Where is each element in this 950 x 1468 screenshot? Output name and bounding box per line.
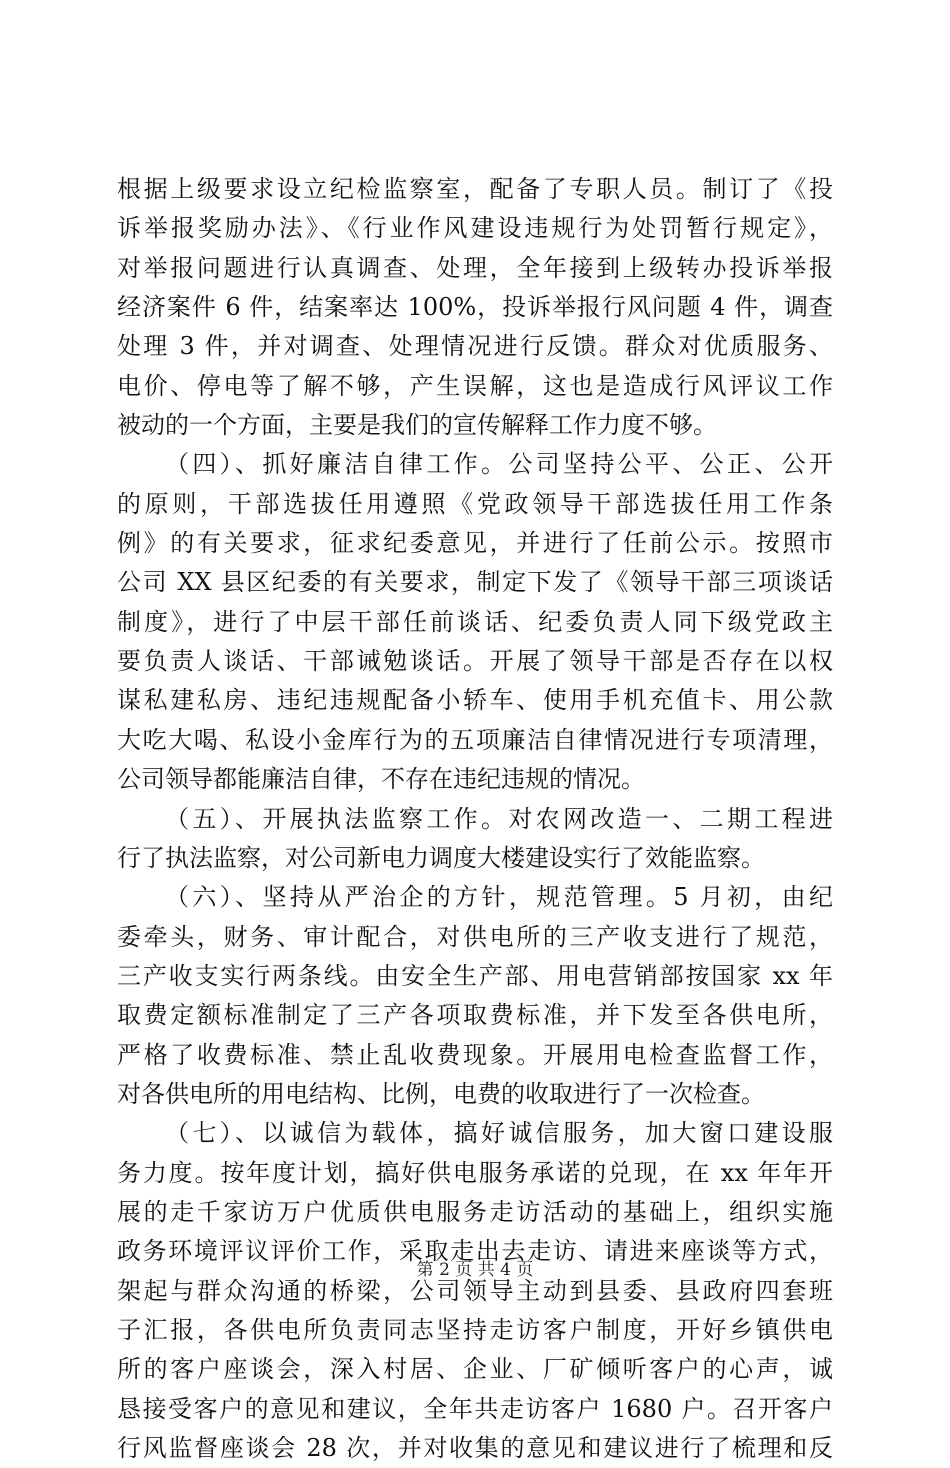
text-line: 对举报问题进行认真调查、处理，全年接到上级转办投诉举报: [117, 253, 833, 282]
paragraph-p2: [117, 445, 833, 799]
text-line: 电价、停电等了解不够，产生误解，这也是造成行风评议工作: [117, 371, 833, 400]
text-line: 公司 XX 县区纪委的有关要求，制定下发了《领导干部三项谈话: [117, 568, 833, 597]
text-line: 政务环境评议评价工作，采取走出去走访、请进来座谈等方式，: [117, 1237, 833, 1266]
text-line: 制度》，进行了中层干部任前谈话、纪委负责人同下级党政主: [117, 607, 833, 636]
text-line: 严格了收费标准、禁止乱收费现象。开展用电检查监督工作，: [117, 1040, 833, 1069]
text-line: 例》的有关要求，征求纪委意见，并进行了任前公示。按照市: [117, 529, 833, 558]
text-line: 的原则，干部选拔任用遵照《党政领导干部选拔任用工作条: [117, 489, 833, 518]
text-line: 对各供电所的用电结构、比例，电费的收取进行了一次检查。: [117, 1079, 765, 1108]
text-line: 公司领导都能廉洁自律，不存在违纪违规的情况。: [117, 765, 645, 794]
text-line: 务力度。按年度计划，搞好供电服务承诺的兑现，在 xx 年年开: [117, 1158, 833, 1187]
text-line: 行了执法监察，对公司新电力调度大楼建设实行了效能监察。: [117, 843, 765, 872]
text-line: （四）、抓好廉洁自律工作。公司坚持公平、公正、公开: [165, 450, 833, 479]
text-line: 被动的一个方面，主要是我们的宣传解释工作力度不够。: [117, 411, 717, 440]
text-line: （七）、以诚信为载体，搞好诚信服务，加大窗口建设服: [165, 1119, 833, 1148]
text-line: 经济案件 6 件，结案率达 100%，投诉举报行风问题 4 件，调查: [117, 293, 833, 322]
text-line: 三产收支实行两条线。由安全生产部、用电营销部按国家 xx 年: [117, 961, 833, 990]
paragraph-p4: [117, 878, 833, 1114]
text-line: 取费定额标准制定了三产各项取费标准，并下发至各供电所，: [117, 1001, 833, 1030]
paragraph-p1: [117, 170, 833, 445]
text-line: 子汇报，各供电所负责同志坚持走访客户制度，开好乡镇供电: [117, 1315, 833, 1344]
text-line: 架起与群众沟通的桥梁，公司领导主动到县委、县政府四套班: [117, 1276, 833, 1305]
text-line: 处理 3 件，并对调查、处理情况进行反馈。群众对优质服务、: [117, 332, 833, 361]
paragraph-p5: [117, 1114, 833, 1468]
text-line: 展的走千家访万户优质供电服务走访活动的基础上，组织实施: [117, 1197, 833, 1226]
text-line: 诉举报奖励办法》、《行业作风建设违规行为处罚暂行规定》，: [117, 214, 833, 243]
text-line: 委牵头，财务、审计配合，对供电所的三产收支进行了规范，: [117, 922, 833, 951]
text-line: 所的客户座谈会，深入村居、企业、厂矿倾听客户的心声，诚: [117, 1355, 833, 1384]
text-line: 谋私建私房、违纪违规配备小轿车、使用手机充值卡、用公款: [117, 686, 833, 715]
text-line: 要负责人谈话、干部诫勉谈话。开展了领导干部是否存在以权: [117, 647, 833, 676]
text-line: 根据上级要求设立纪检监察室，配备了专职人员。制订了《投: [117, 175, 833, 203]
text-line: 大吃大喝、私设小金库行为的五项廉洁自律情况进行专项清理，: [117, 725, 833, 754]
page-footer: 第 2 页 共 4 页: [416, 1260, 534, 1280]
text-line: 行风监督座谈会 28 次，并对收集的意见和建议进行了梳理和反: [117, 1434, 833, 1462]
text-line: （五）、开展执法监察工作。对农网改造一、二期工程进: [165, 804, 833, 833]
text-line: 恳接受客户的意见和建议，全年共走访客户 1680 户。召开客户: [117, 1394, 833, 1423]
text-line: （六）、坚持从严治企的方针，规范管理。5 月初，由纪: [165, 883, 833, 912]
paragraph-p3: [117, 800, 833, 879]
